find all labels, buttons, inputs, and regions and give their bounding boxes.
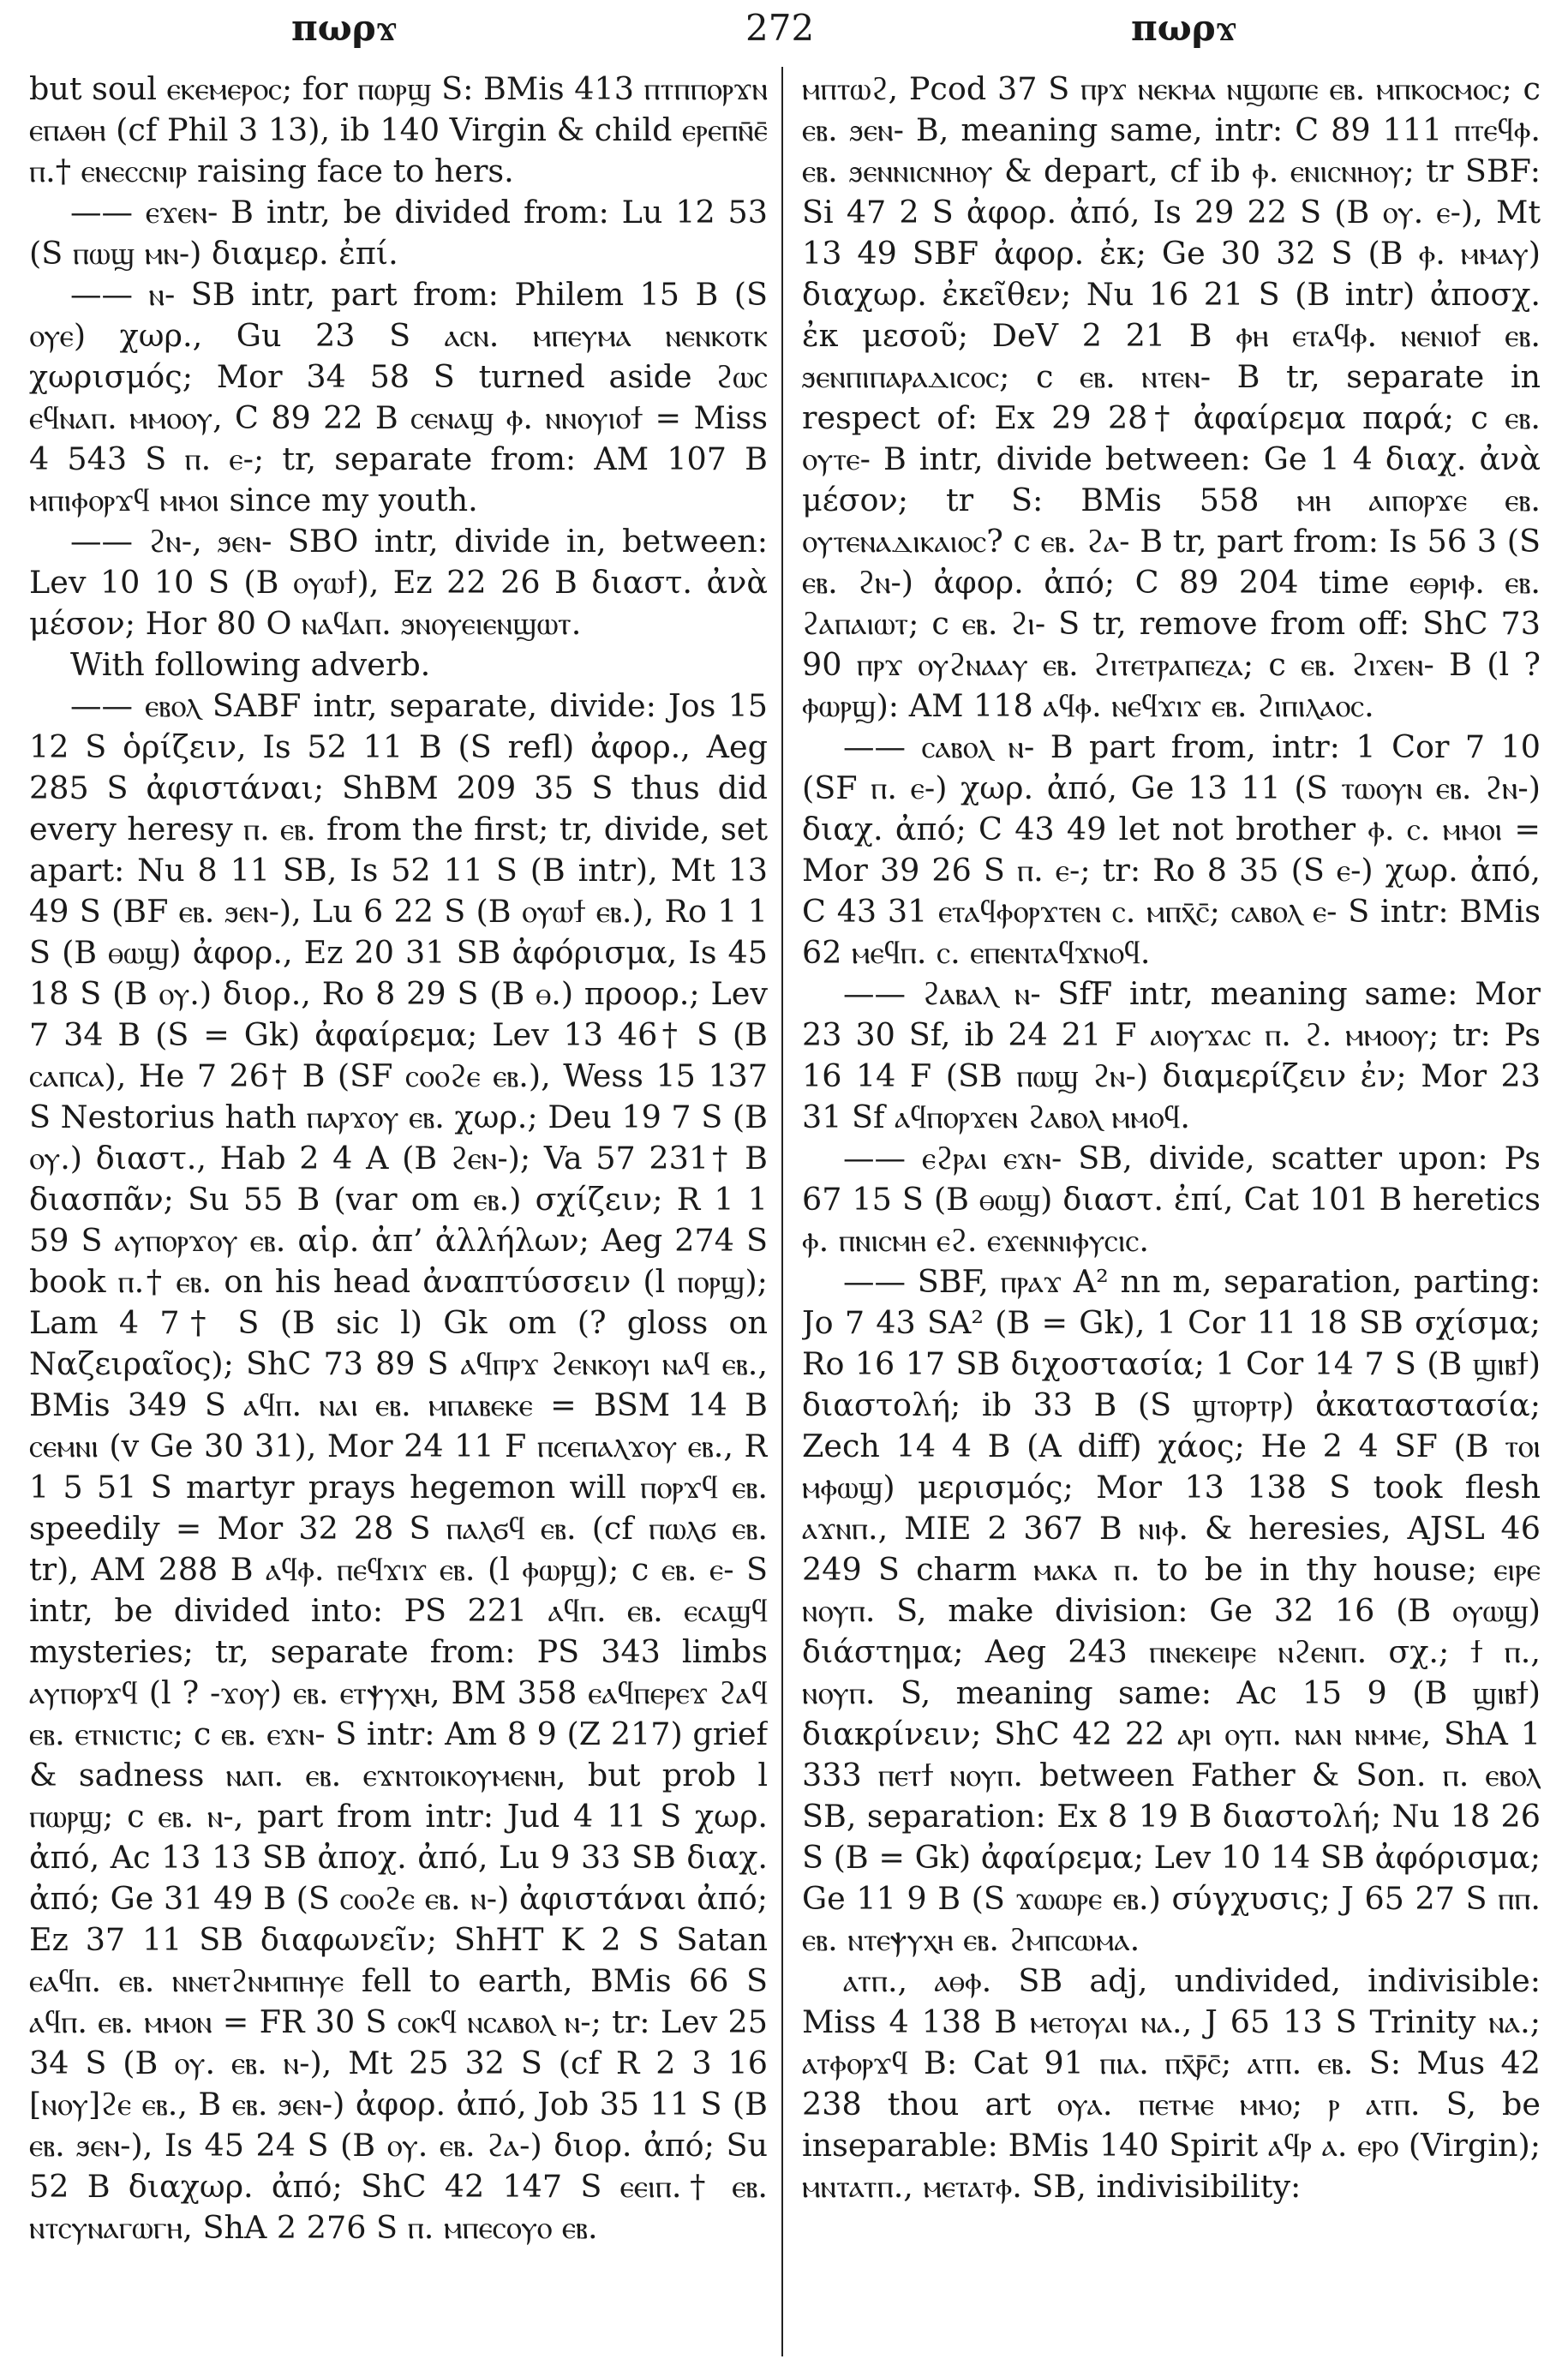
running-headword-right: πωρϫ bbox=[1131, 7, 1238, 49]
entry-paragraph: —— ⲛ- SB intr, part from: Philem 15 B (S ⲟⲩⲉ) χωρ., Gu 23 S ⲁⲥⲛ. ⲙⲡⲉⲩⲙⲁ ⲛⲉⲛⲕⲟⲧⲕ χωρισμός; Mor 34 58 S turned aside ϩⲱⲥ ⲉϥⲛⲁⲡ. ⲙⲙⲟⲟⲩ, C 89 22 B ⲥⲉⲛⲁϣ ⲫ. ⲛⲛⲟⲩⲓⲟϯ = Miss 4 543 S ⲡ. ⲉ-; tr, separate from: AM 107 B ⲙⲡⲓⲫⲟⲣϫϥ ⲙⲙⲟⲓ since my youth. bbox=[29, 276, 768, 518]
entry-paragraph: —— ⲉϩⲣⲁⲓ ⲉϫⲛ- SB, divide, scatter upon: Ps 67 15 S (B ⲑⲱϣ) διαστ. ἐπί, Cat 101 B heretics ⲫ. ⲡⲛⲓⲥⲙⲏ ⲉϩ. ⲉϫⲉⲛⲛⲓⲫⲩⲥⲓⲥ. bbox=[802, 1140, 1541, 1259]
column-divider bbox=[781, 67, 783, 2356]
left-column bbox=[29, 69, 768, 2356]
entry-paragraph: —— ⲉϫⲉⲛ- B intr, be divided from: Lu 12 53 (S ⲡⲱϣ ⲙⲛ-) διαμερ. ἐπί. bbox=[29, 194, 768, 272]
entry-paragraph: but soul ⲉⲕⲉⲙⲉⲣⲟⲥ; for ⲡⲱⲣϣ S: BMis 413 ⲡⲧⲡⲡⲟⲣϫⲛ ⲉⲡⲁⲑⲏ (cf Phil 3 13), ib 140 Virgin & child ⲉⲣⲉⲡⲛ̄ⲉ̄ ⲡ.† ⲉⲛⲉⲥⲥⲛⲓⲣ raising face to hers. bbox=[29, 70, 768, 189]
running-headword-left: πωρϫ bbox=[291, 7, 398, 49]
entry-paragraph: ⲙⲡⲧⲱϩ, Pcod 37 S ⲡⲣϫ ⲛⲉⲕⲙⲁ ⲛϣⲱⲡⲉ ⲉⲃ. ⲙⲡⲕⲟⲥⲙⲟⲥ; c ⲉⲃ. ϧⲉⲛ- B, meaning same, intr: C 89 111 ⲡⲧⲉϥⲫ. ⲉⲃ. ϧⲉⲛⲛⲓⲥⲛⲏⲟⲩ & depart, cf ib ⲫ. ⲉⲛⲓⲥⲛⲏⲟⲩ; tr SBF: Si 47 2 S ἀφορ. ἀπό, Is 29 22 S (B ⲟⲩ. ⲉ-), Mt 13 49 SBF ἀφορ. ἐκ; Ge 30 32 S (B ⲫ. ⲙⲙⲁⲩ) διαχωρ. ἐκεῖθεν; Nu 16 21 S (B intr) ἀποσχ. ἐκ μεσοῦ; DeV 2 21 B ⲫⲏ ⲉⲧⲁϥⲫ. ⲛⲉⲛⲓⲟϯ ⲉⲃ. ϧⲉⲛⲡⲓⲡⲁⲣⲁⲇⲓⲥⲟⲥ; c ⲉⲃ. ⲛⲧⲉⲛ- B tr, separate in respect of: Ex 29 28† ἀφαίρεμα παρά; c ⲉⲃ. ⲟⲩⲧⲉ- B intr, divide between: Ge 1 4 διαχ. ἀνὰ μέσον; tr S: BMis 558 ⲙⲏ ⲁⲓⲡⲟⲣϫⲉ ⲉⲃ. ⲟⲩⲧⲉⲛⲁⲇⲓⲕⲁⲓⲟⲥ? c ⲉⲃ. ϩⲁ- B tr, part from: Is 56 3 (S ⲉⲃ. ϩⲛ-) ἀφορ. ἀπό; C 89 204 time ⲉⲑⲣⲓⲫ. ⲉⲃ. ϩⲁⲡⲁⲓⲱⲧ; c ⲉⲃ. ϩⲓ- S tr, remove from off: ShC 73 90 ⲡⲣϫ ⲟⲩϩⲛⲁⲁⲩ ⲉⲃ. ϩⲓⲧⲉⲧⲣⲁⲡⲉⲍⲁ; c ⲉⲃ. ϩⲓϫⲉⲛ- B (l ? ⲫⲱⲣϣ): AM 118 ⲁϥⲫ. ⲛⲉϥϫⲓϫ ⲉⲃ. ϩⲓⲡⲓⲗⲁⲟⲥ. bbox=[802, 70, 1541, 724]
entry-paragraph: —— SBF, ⲡⲣⲁϫ A² nn m, separation, parting: Jo 7 43 SA² (B = Gk), 1 Cor 11 18 SB σχίσμα; Ro 16 17 SB διχοστασία; 1 Cor 14 7 S (B ϣⲓⲃϯ) διαστολή; ib 33 B (S ϣⲧⲟⲣⲧⲣ) ἀκαταστασία; Zech 14 4 B (A diff) χάος; He 2 4 SF (B ⲧⲟⲓ ⲙⲫⲱϣ) μερισμός; Mor 13 138 S took flesh ⲁϫⲛⲡ., MIE 2 367 B ⲛⲓⲫ. & heresies, AJSL 46 249 S charm ⲙⲁⲕⲁ ⲡ. to be in thy house; ⲉⲓⲣⲉ ⲛⲟⲩⲡ. S, make division: Ge 32 16 (B ⲟⲩⲱϣ) διάστημα; Aeg 243 ⲡⲛⲉⲕⲉⲓⲣⲉ ⲛϩⲉⲛⲡ. σχ.; ϯ ⲡ., ⲛⲟⲩⲡ. S, meaning same: Ac 15 9 (B ϣⲓⲃϯ) διακρίνειν; ShC 42 22 ⲁⲣⲓ ⲟⲩⲡ. ⲛⲁⲛ ⲛⲙⲙⲉ, ShA 1 333 ⲡⲉⲧϯ ⲛⲟⲩⲡ. between Father & Son. ⲡ. ⲉⲃⲟⲗ SB, separation: Ex 8 19 B διαστολή; Nu 18 26 S (B = Gk) ἀφαίρεμα; Lev 10 14 SB ἀφόρισμα; Ge 11 9 B (S ϫⲱⲱⲣⲉ ⲉⲃ.) σύγχυσις; J 65 27 S ⲡⲡ. ⲉⲃ. ⲛⲧⲉⲯⲩⲭⲏ ⲉⲃ. ϩⲙⲡⲥⲱⲙⲁ. bbox=[802, 1263, 1541, 1958]
page-number: 272 bbox=[745, 7, 815, 49]
entry-paragraph: —— ϩⲛ-, ϧⲉⲛ- SBO intr, divide in, between: Lev 10 10 S (B ⲟⲩⲱϯ), Ez 22 26 B διαστ. ἀνὰ μέσον; Hor 80 O ⲛⲁϥⲁⲡ. ϧⲛⲟⲩⲉⲓⲉⲛϣⲱⲧ. bbox=[29, 523, 768, 642]
right-column bbox=[802, 69, 1541, 2356]
entry-paragraph: —— ϩⲁⲃⲁⲗ ⲛ- SfF intr, meaning same: Mor 23 30 Sf, ib 24 21 F ⲁⲓⲟⲩϫⲁⲥ ⲡ. ϩ. ⲙⲙⲟⲟⲩ; tr: Ps 16 14 F (SB ⲡⲱϣ ϩⲛ-) διαμερίζειν ἐν; Mor 23 31 Sf ⲁϥⲡⲟⲣϫⲉⲛ ϩⲁⲃⲟⲗ ⲙⲙⲟϥ. bbox=[802, 975, 1541, 1135]
entry-paragraph: —— ⲥⲁⲃⲟⲗ ⲛ- B part from, intr: 1 Cor 7 10 (SF ⲡ. ⲉ-) χωρ. ἀπό, Ge 13 11 (S ⲧⲱⲟⲩⲛ ⲉⲃ. ϩⲛ-) διαχ. ἀπό; C 43 49 let not brother ⲫ. ⲥ. ⲙⲙⲟⲓ = Mor 39 26 S ⲡ. ⲉ-; tr: Ro 8 35 (S ⲉ-) χωρ. ἀπό, C 43 31 ⲉⲧⲁϥⲫⲟⲣϫⲧⲉⲛ ⲥ. ⲙⲡⲭ̄ⲥ̄; ⲥⲁⲃⲟⲗ ⲉ- S intr: BMis 62 ⲙⲉϥⲡ. ⲥ. ⲉⲡⲉⲛⲧⲁϥϫⲛⲟϥ. bbox=[802, 728, 1541, 971]
page-header bbox=[0, 7, 1568, 58]
entry-paragraph: ⲁⲧⲡ., ⲁⲑⲫ. SB adj, undivided, indivisible: Miss 4 138 B ⲙⲉⲧⲟⲩⲁⲓ ⲛⲁ., J 65 13 S Trinity ⲛⲁ.; ⲁⲧⲫⲟⲣϫϥ B: Cat 91 ⲡⲓⲁ. ⲡⲭ̄ⲣ̄ⲥ̄; ⲁⲧⲡ. ⲉⲃ. S: Mus 42 238 thou art ⲟⲩⲁ. ⲡⲉⲧⲙⲉ ⲙⲙⲟ; ⲣ ⲁⲧⲡ. S, be inseparable: BMis 140 Spirit ⲁϥⲣ ⲁ. ⲉⲣⲟ (Virgin); ⲙⲛⲧⲁⲧⲡ., ⲙⲉⲧⲁⲧⲫ. SB, indivisibility: bbox=[802, 1962, 1541, 2205]
entry-paragraph: With following adverb. bbox=[70, 646, 431, 683]
entry-paragraph: —— ⲉⲃⲟⲗ SABF intr, separate, divide: Jos 15 12 S ὁρίζειν, Is 52 11 B (S refl) ἀφορ., Aeg 285 S ἀφιστάναι; ShBM 209 35 S thus did every heresy ⲡ. ⲉⲃ. from the first; tr, divide, set apart: Nu 8 11 SB, Is 52 11 S (B intr), Mt 13 49 S (BF ⲉⲃ. ϧⲉⲛ-), Lu 6 22 S (B ⲟⲩⲱϯ ⲉⲃ.), Ro 1 1 S (B ⲑⲱϣ) ἀφορ., Ez 20 31 SB ἀφόρισμα, Is 45 18 S (B ⲟⲩ.) διορ., Ro 8 29 S (B ⲑ.) προορ.; Lev 7 34 B (S = Gk) ἀφαίρεμα; Lev 13 46† S (B ⲥⲁⲡⲥⲁ), He 7 26† B (SF ⲥⲟⲟϩⲉ ⲉⲃ.), Wess 15 137 S Nestorius hath ⲡⲁⲣϫⲟⲩ ⲉⲃ. χωρ.; Deu 19 7 S (B ⲟⲩ.) διαστ., Hab 2 4 A (B ϩⲉⲛ-); Va 57 231† B διασπᾶν; Su 55 B (var om ⲉⲃ.) σχίζειν; R 1 1 59 S ⲁⲩⲡⲟⲣϫⲟⲩ ⲉⲃ. αἱρ. ἀπ’ ἀλλήλων; Aeg 274 S book ⲡ.† ⲉⲃ. on his head ἀναπτύσσειν (l ⲡⲟⲣϣ); Lam 4 7† S (B sic l) Gk om (? gloss on Ναζειραῖος); ShC 73 89 S ⲁϥⲡⲣϫ ϩⲉⲛⲕⲟⲩⲓ ⲛⲁϥ ⲉⲃ., BMis 349 S ⲁϥⲡ. ⲛⲁⲓ ⲉⲃ. ⲙⲡⲁⲃⲉⲕⲉ = BSM 14 B ⲥⲉⲙⲛⲓ (v Ge 30 31), Mor 24 11 F ⲡⲥⲉⲡⲁⲗϫⲟⲩ ⲉⲃ., R 1 5 51 S martyr prays hegemon will ⲡⲟⲣϫϥ ⲉⲃ. speedily = Mor 32 28 S ⲡⲁⲗϭϥ ⲉⲃ. (cf ⲡⲱⲗϭ ⲉⲃ. tr), AM 288 B ⲁϥⲫ. ⲡⲉϥϫⲓϫ ⲉⲃ. (l ⲫⲱⲣϣ); c ⲉⲃ. ⲉ- S intr, be divided into: PS 221 ⲁϥⲡ. ⲉⲃ. ⲉⲥⲁϣϥ mysteries; tr, separate from: PS 343 limbs ⲁⲩⲡⲟⲣϫϥ (l ? -ϫⲟⲩ) ⲉⲃ. ⲉⲧⲯⲩⲭⲏ, BM 358 ⲉⲁϥⲡⲉⲣⲉϫ ϩⲁϥ ⲉⲃ. ⲉⲧⲛⲓⲥⲧⲓⲥ; c ⲉⲃ. ⲉϫⲛ- S intr: Am 8 9 (Z 217) grief & sadness ⲛⲁⲡ. ⲉⲃ. ⲉϫⲛⲧⲟⲓⲕⲟⲩⲙⲉⲛⲏ, but prob l ⲡⲱⲣϣ; c ⲉⲃ. ⲛ-, part from intr: Jud 4 11 S χωρ. ἀπό, Ac 13 13 SB ἀποχ. ἀπό, Lu 9 33 SB διαχ. ἀπό; Ge 31 49 B (S ⲥⲟⲟϩⲉ ⲉⲃ. ⲛ-) ἀφιστάναι ἀπό; Ez 37 11 SB διαφωνεῖν; ShHT K 2 S Satan ⲉⲁϥⲡ. ⲉⲃ. ⲛⲛⲉⲧϩⲛⲙⲡⲏⲩⲉ fell to earth, BMis 66 S ⲁϥⲡ. ⲉⲃ. ⲙⲙⲟⲛ = FR 30 S ⲥⲟⲕϥ ⲛⲥⲁⲃⲟⲗ ⲛ-; tr: Lev 25 34 S (B ⲟⲩ. ⲉⲃ. ⲛ-), Mt 25 32 S (cf R 2 3 16 [ⲛⲟⲩ]ϩⲉ ⲉⲃ., B ⲉⲃ. ϧⲉⲛ-) ἀφορ. ἀπό, Job 35 11 S (B ⲉⲃ. ϧⲉⲛ-), Is 45 24 S (B ⲟⲩ. ⲉⲃ. ϩⲁ-) διορ. ἀπό; Su 52 B διαχωρ. ἀπό; ShC 42 147 S ⲉⲉⲓⲡ.† ⲉⲃ. ⲛⲧⲥⲩⲛⲁⲅⲱⲅⲏ, ShA 2 276 S ⲡ. ⲙⲡⲉⲥⲟⲩⲟ ⲉⲃ. bbox=[29, 687, 768, 2246]
